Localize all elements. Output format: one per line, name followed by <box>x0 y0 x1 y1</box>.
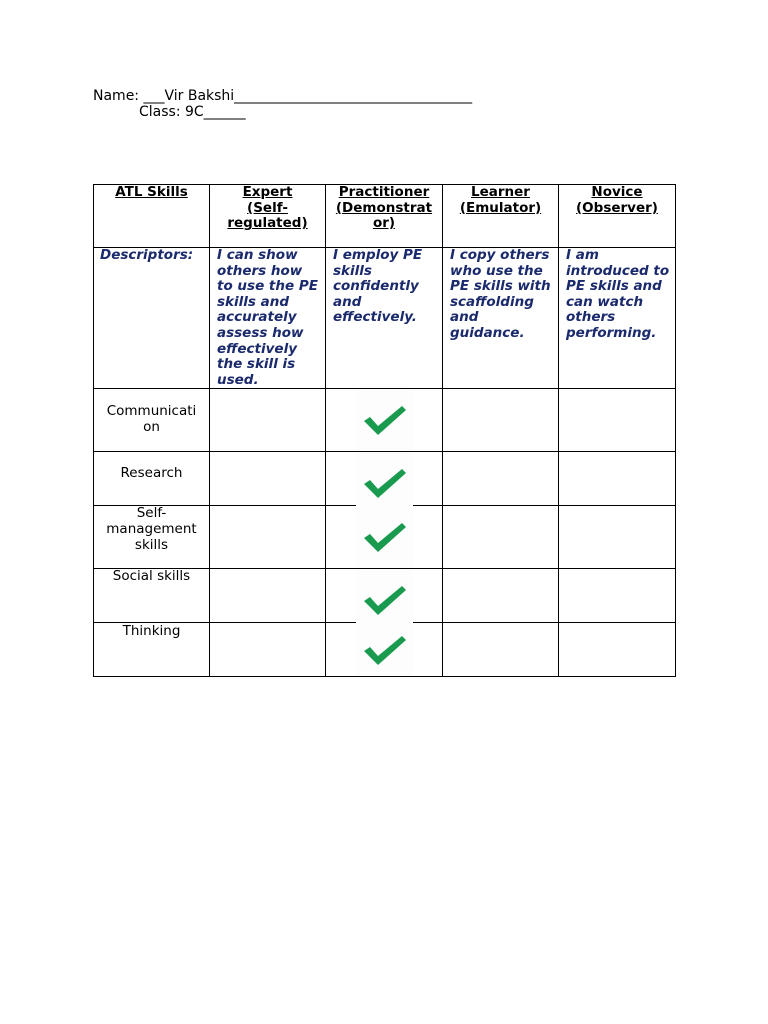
cell-expert <box>210 452 326 506</box>
header-line: or) <box>372 215 396 232</box>
skill-name-line: skills <box>134 536 169 553</box>
skill-name-line: Communicati <box>106 403 197 420</box>
checkmark-icon <box>356 569 413 626</box>
skill-name-line: Research <box>120 465 183 482</box>
descriptor-learner: I copy others who use the PE skills with scaffolding and guidance. <box>443 248 559 389</box>
column-header-atl-skills <box>94 185 210 248</box>
cell-practitioner <box>326 452 443 506</box>
class-line: Class: 9C______ <box>139 104 246 120</box>
skill-name-thinking <box>94 623 210 677</box>
cell-novice <box>559 569 676 623</box>
cell-learner <box>443 623 559 677</box>
checkmark-icon <box>356 452 413 509</box>
header-line: Novice <box>591 184 643 200</box>
skill-name-line: Self- <box>136 505 167 522</box>
descriptors-row <box>94 248 676 389</box>
cell-expert <box>210 389 326 452</box>
column-header-practitioner <box>326 185 443 248</box>
skill-name-self-management <box>94 506 210 569</box>
descriptor-novice: I am introduced to PE skills and can watch others performing. <box>559 248 676 389</box>
header-row <box>94 185 676 248</box>
cell-novice <box>559 506 676 569</box>
skill-name-communication <box>94 389 210 452</box>
cell-novice <box>559 623 676 677</box>
header-line: regulated) <box>227 215 308 232</box>
atl-skills-rubric-table <box>93 184 676 677</box>
skill-name-social <box>94 569 210 623</box>
column-header-learner <box>443 185 559 248</box>
checkmark-icon <box>356 506 413 568</box>
checkmark-icon <box>356 623 413 676</box>
header-line: ATL Skills <box>115 184 188 200</box>
header-line: Learner <box>471 184 530 200</box>
descriptor-practitioner: I employ PE skills confidently and effectively. <box>326 248 443 389</box>
skill-row <box>94 506 676 569</box>
header-line: (Observer) <box>576 199 658 216</box>
cell-novice <box>559 452 676 506</box>
cell-practitioner <box>326 506 443 569</box>
skill-row <box>94 452 676 506</box>
cell-learner <box>443 452 559 506</box>
cell-practitioner <box>326 389 443 452</box>
skill-name-research <box>94 452 210 506</box>
skill-row <box>94 389 676 452</box>
cell-practitioner <box>326 569 443 623</box>
skill-row <box>94 569 676 623</box>
checkmark-icon <box>356 389 413 451</box>
skill-name-line: Thinking <box>122 623 181 640</box>
header-line: Practitioner <box>338 184 430 200</box>
header-line: (Demonstrat <box>335 199 433 216</box>
header-line: Expert <box>242 184 293 200</box>
cell-expert <box>210 506 326 569</box>
descriptors-label: Descriptors: <box>94 248 210 389</box>
descriptor-expert: I can show others how to use the PE skills and accurately assess how effectively the skill is used. <box>210 248 326 389</box>
header-line: (Self- <box>247 199 288 216</box>
student-name-line: Name: ___Vir Bakshi__________________________________ <box>93 88 473 104</box>
cell-expert <box>210 623 326 677</box>
cell-practitioner <box>326 623 443 677</box>
cell-learner <box>443 569 559 623</box>
cell-learner <box>443 389 559 452</box>
cell-learner <box>443 506 559 569</box>
column-header-novice <box>559 185 676 248</box>
cell-expert <box>210 569 326 623</box>
header-line: (Emulator) <box>459 199 542 216</box>
skill-name-line: Social skills <box>112 568 191 585</box>
skill-row <box>94 623 676 677</box>
cell-novice <box>559 389 676 452</box>
skill-name-line: management <box>106 520 197 537</box>
skill-name-line: on <box>143 418 160 435</box>
column-header-expert <box>210 185 326 248</box>
